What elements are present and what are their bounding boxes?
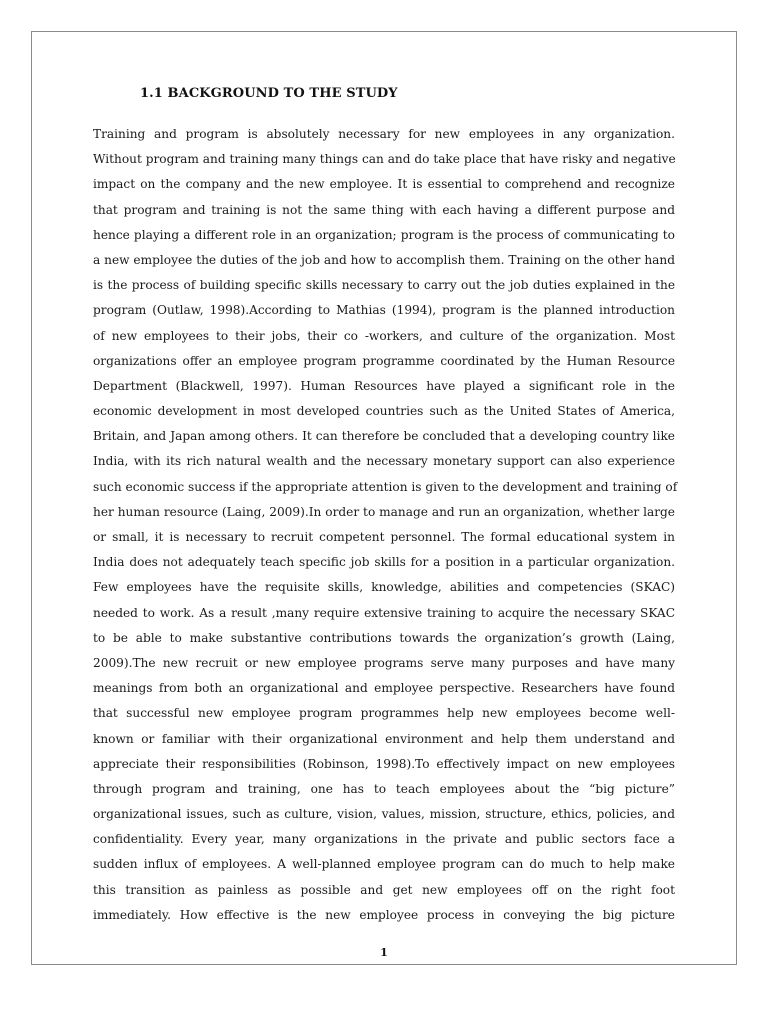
paragraph-line: India does not adequately teach specific job skills for a position in a particular organization. [93,555,675,570]
paragraph-line: 2009).The new recruit or new employee programs serve many purposes and have many [93,655,675,670]
page-number: 1 [380,946,388,959]
paragraph-line: Without program and training many things can and do take place that have risky and negative [93,152,676,167]
paragraph-line: that successful new employee program programmes help new employees become well- [93,706,675,721]
paragraph-line: her human resource (Laing, 2009).In order to manage and run an organization, whether large [93,504,675,519]
paragraph-line: confidentiality. Every year, many organizations in the private and public sectors face a [93,832,675,847]
body-paragraph [93,122,678,928]
paragraph-line: this transition as painless as possible and get new employees off on the right foot [93,882,675,897]
paragraph-line: through program and training, one has to teach employees about the “big picture” [93,781,675,796]
paragraph-line: organizations offer an employee program programme coordinated by the Human Resource [93,353,675,368]
paragraph-line: program (Outlaw, 1998).According to Mathias (1994), program is the planned introduction [93,303,675,318]
paragraph-line: is the process of building specific skills necessary to carry out the job duties explained in the [93,278,675,293]
paragraph-line: or small, it is necessary to recruit competent personnel. The formal educational system in [93,530,675,544]
paragraph-line: organizational issues, such as culture, vision, values, mission, structure, ethics, policies, and [93,807,675,822]
paragraph-line: that program and training is not the same thing with each having a different purpose and [93,202,675,217]
paragraph-line: immediately. How effective is the new employee process in conveying the big picture [93,907,675,922]
paragraph-line: Few employees have the requisite skills, knowledge, abilities and competencies (SKAC) [93,580,675,595]
paragraph-line: India, with its rich natural wealth and the necessary monetary support can also experience [93,454,675,469]
paragraph-line: Training and program is absolutely necessary for new employees in any organization. [93,127,675,141]
paragraph-line: known or familiar with their organizational environment and help them understand and [93,731,675,746]
paragraph-line: Britain, and Japan among others. It can therefore be concluded that a developing country like [93,429,675,444]
paragraph-line: appreciate their responsibilities (Robinson, 1998).To effectively impact on new employees [93,756,675,771]
paragraph-line: of new employees to their jobs, their co -workers, and culture of the organization. Most [93,328,675,343]
paragraph-line: Department (Blackwell, 1997). Human Resources have played a significant role in the [93,378,675,393]
paragraph-line: needed to work. As a result ,many require extensive training to acquire the necessary SKAC [93,605,675,620]
paragraph-line: sudden influx of employees. A well-planned employee program can do much to help make [93,857,675,872]
section-heading: 1.1 BACKGROUND TO THE STUDY [140,86,398,101]
paragraph-line: such economic success if the appropriate attention is given to the development and training of [93,479,678,494]
paragraph-line: hence playing a different role in an organization; program is the process of communicating to [93,227,675,242]
paragraph-line: impact on the company and the new employee. It is essential to comprehend and recognize [93,177,675,192]
paragraph-line: to be able to make substantive contributions towards the organization’s growth (Laing, [93,630,675,645]
paragraph-line: a new employee the duties of the job and how to accomplish them. Training on the other hand [93,252,675,267]
paragraph-line: meanings from both an organizational and employee perspective. Researchers have found [93,681,675,696]
paragraph-line: economic development in most developed countries such as the United States of America, [93,404,675,419]
